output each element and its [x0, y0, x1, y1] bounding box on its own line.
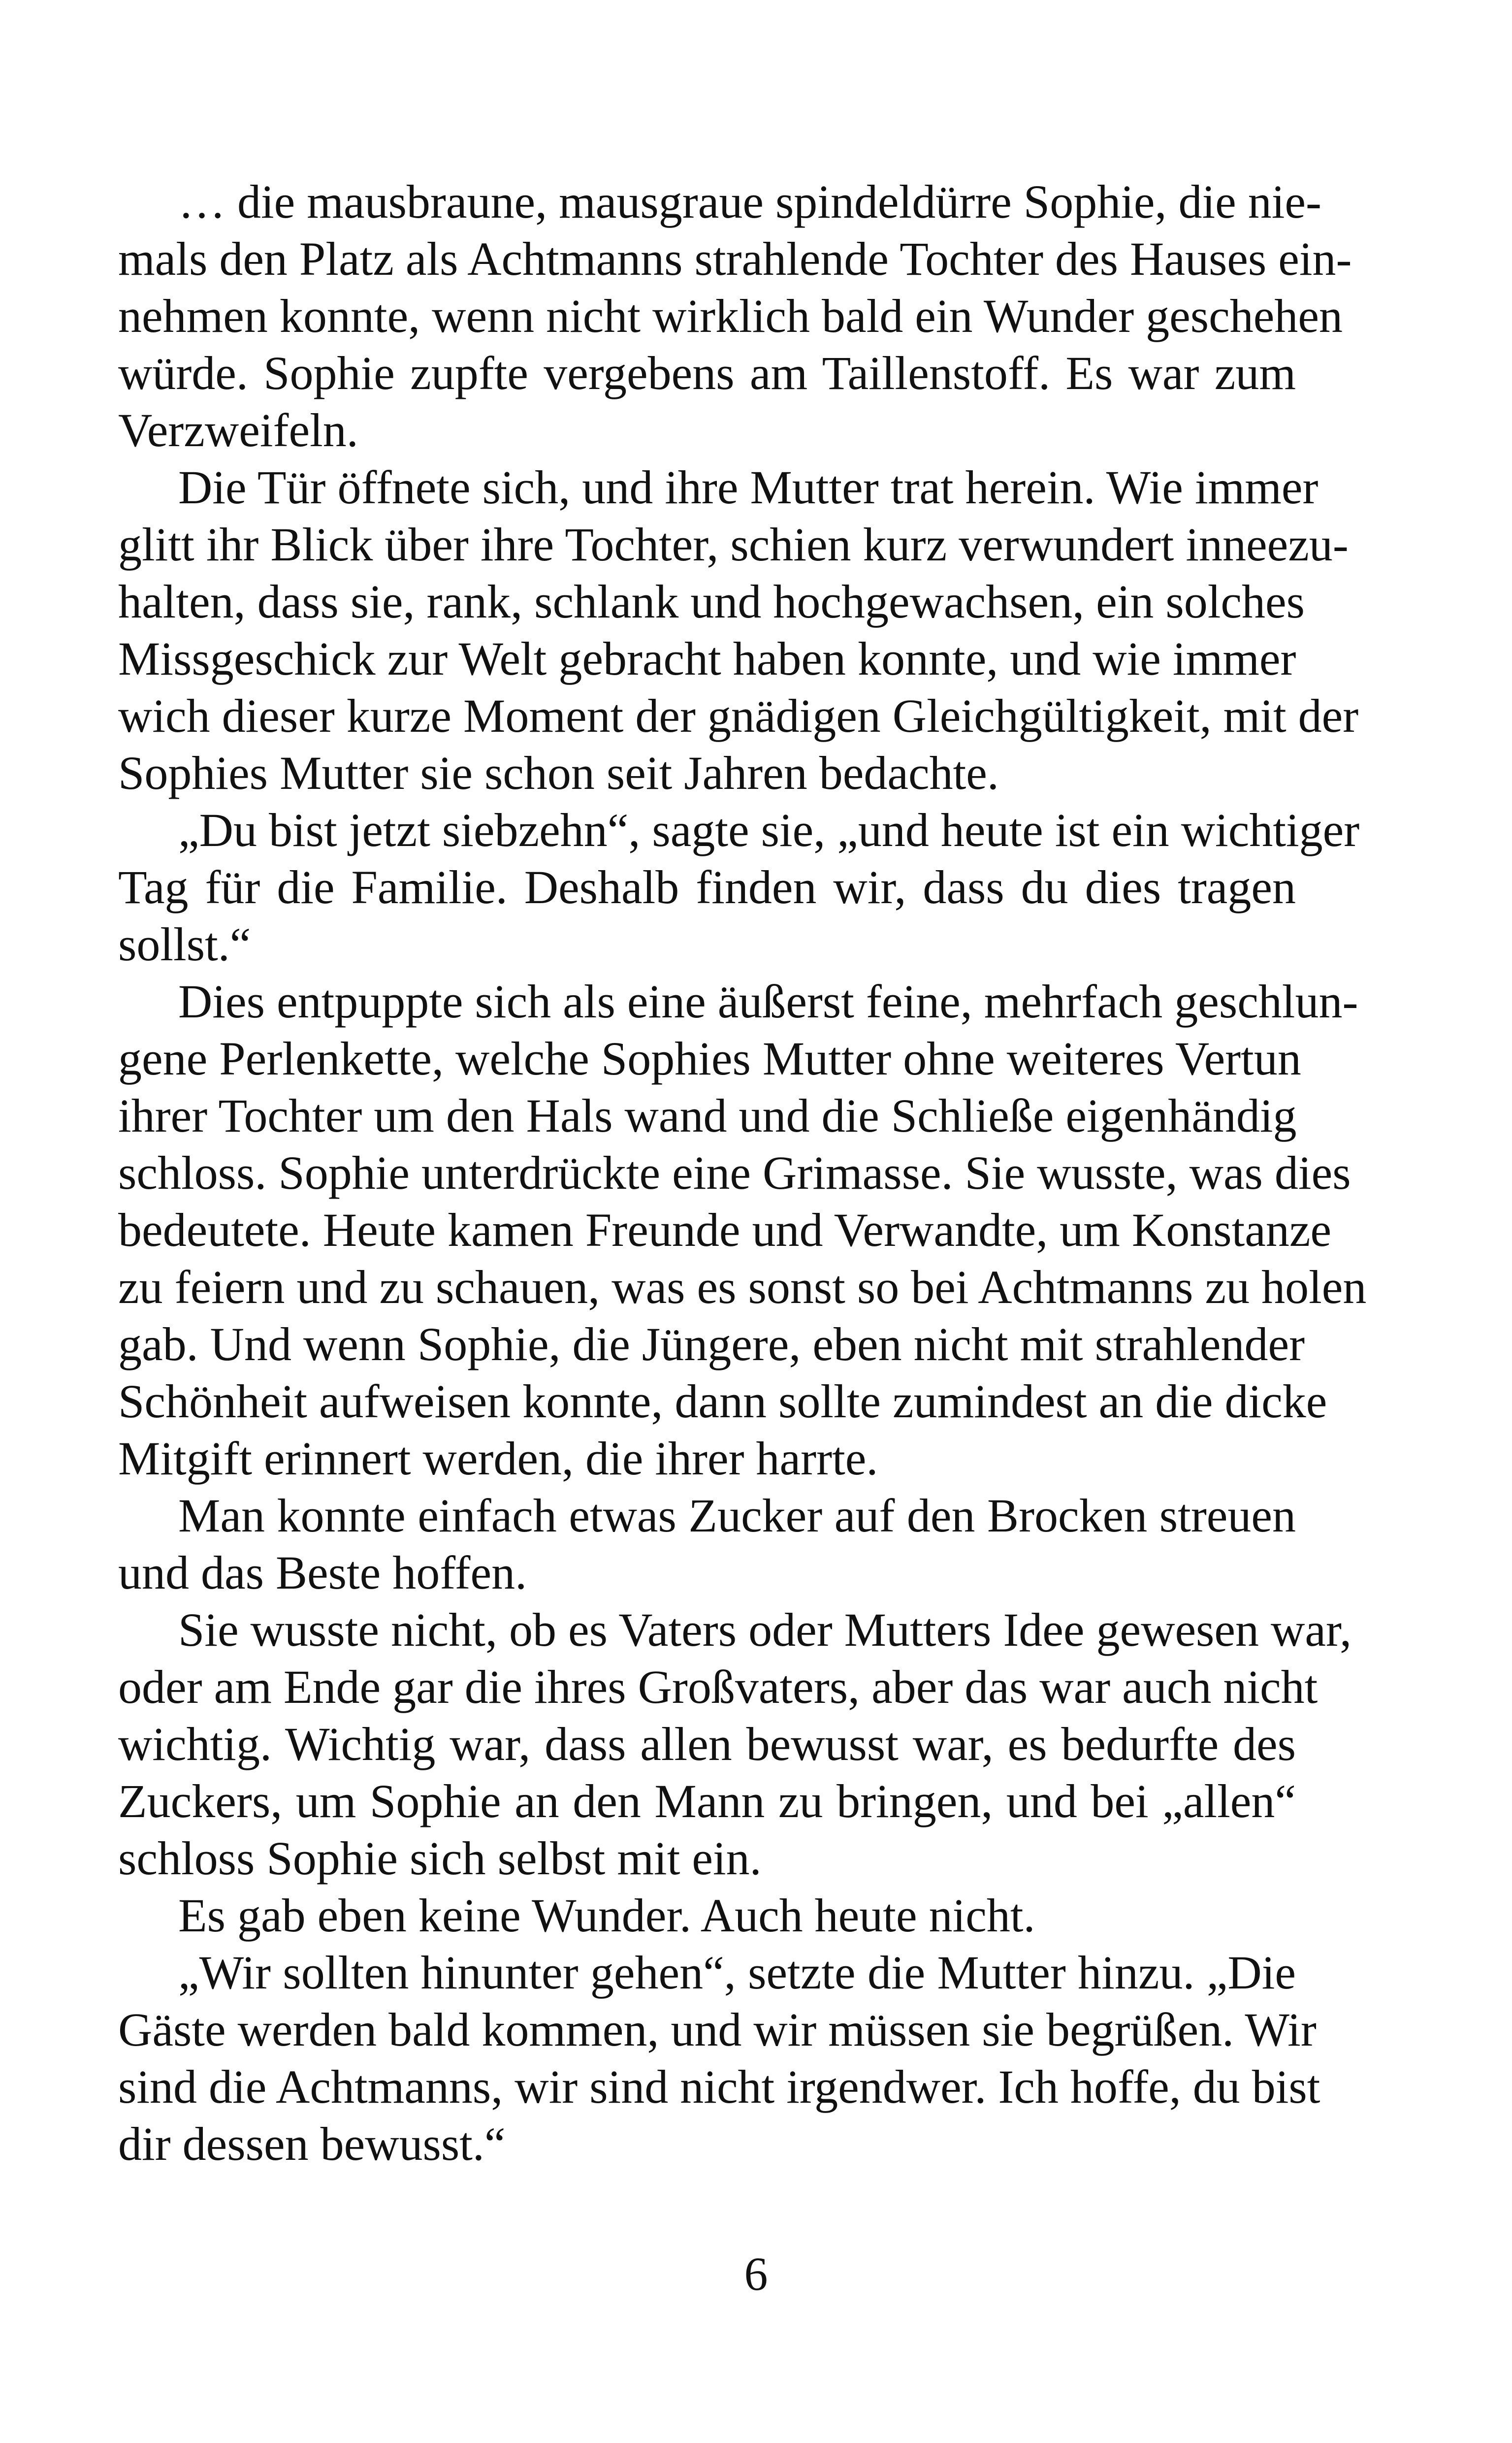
text-line: Sophies Mutter sie schon seit Jahren bedachte.: [118, 747, 999, 799]
text-line: sollst.“: [118, 918, 251, 971]
text-line: mals den Platz als Achtmanns strahlende Tochter des Hauses ein-: [118, 232, 1352, 285]
text-line: zu feiern und zu schauen, was es sonst so bei Achtmanns zu holen: [118, 1261, 1367, 1313]
text-line: ihrer Tochter um den Hals wand und die Schließe eigenhändig: [118, 1089, 1297, 1142]
text-line: Dies entpuppte sich als eine äußerst feine, mehrfach geschlun-: [178, 975, 1358, 1028]
text-line: Mitgift erinnert werden, die ihrer harrte.: [118, 1432, 878, 1485]
text-line: Zuckers, um Sophie an den Mann zu bringen, und bei „allen“: [118, 1775, 1296, 1827]
text-line: Tag für die Familie. Deshalb finden wir, dass du dies tragen: [118, 861, 1296, 913]
text-line: Verzweifeln.: [118, 404, 358, 456]
text-line: dir dessen bewusst.“: [118, 2117, 506, 2170]
text-line: sind die Achtmanns, wir sind nicht irgendwer. Ich hoffe, du bist: [118, 2060, 1320, 2113]
text-line: gab. Und wenn Sophie, die Jüngere, eben nicht mit strahlender: [118, 1318, 1305, 1370]
text-line: Sie wusste nicht, ob es Vaters oder Mutters Idee gewesen war,: [178, 1603, 1352, 1656]
text-line: Gäste werden bald kommen, und wir müssen sie begrüßen. Wir: [118, 2003, 1317, 2056]
text-line: schloss Sophie sich selbst mit ein.: [118, 1832, 762, 1885]
text-line: bedeutete. Heute kamen Freunde und Verwandte, um Konstanze: [118, 1204, 1332, 1256]
text-line: wich dieser kurze Moment der gnädigen Gleichgültigkeit, mit der: [118, 689, 1359, 742]
text-line: oder am Ende gar die ihres Großvaters, aber das war auch nicht: [118, 1661, 1318, 1713]
text-line: nehmen konnte, wenn nicht wirklich bald ein Wunder geschehen: [118, 290, 1343, 342]
text-line: gene Perlenkette, welche Sophies Mutter ohne weiteres Vertun: [118, 1032, 1301, 1085]
page-number: 6: [744, 2248, 768, 2300]
text-line: Die Tür öffnete sich, und ihre Mutter trat herein. Wie immer: [178, 461, 1319, 514]
text-line: Schönheit aufweisen konnte, dann sollte zumindest an die dicke: [118, 1375, 1327, 1428]
text-line: und das Beste hoffen.: [118, 1546, 527, 1599]
text-line: würde. Sophie zupfte vergebens am Taillenstoff. Es war zum: [118, 347, 1296, 399]
text-line: halten, dass sie, rank, schlank und hochgewachsen, ein solches: [118, 575, 1305, 628]
text-line: Es gab eben keine Wunder. Auch heute nicht.: [178, 1889, 1035, 1942]
text-line: „Du bist jetzt siebzehn“, sagte sie, „und heute ist ein wichtiger: [178, 804, 1360, 856]
text-line: … die mausbraune, mausgraue spindeldürre Sophie, die nie-: [178, 175, 1321, 228]
text-line: Missgeschick zur Welt gebracht haben konnte, und wie immer: [118, 632, 1296, 685]
text-line: glitt ihr Blick über ihre Tochter, schien kurz verwundert inneezu-: [118, 518, 1349, 571]
body-text: [118, 173, 1367, 2173]
text-line: wichtig. Wichtig war, dass allen bewusst war, es bedurfte des: [118, 1718, 1296, 1770]
text-line: Man konnte einfach etwas Zucker auf den Brocken streuen: [178, 1489, 1296, 1542]
text-line: schloss. Sophie unterdrückte eine Grimasse. Sie wusste, was dies: [118, 1146, 1351, 1199]
text-line: „Wir sollten hinunter gehen“, setzte die Mutter hinzu. „Die: [178, 1946, 1296, 1999]
